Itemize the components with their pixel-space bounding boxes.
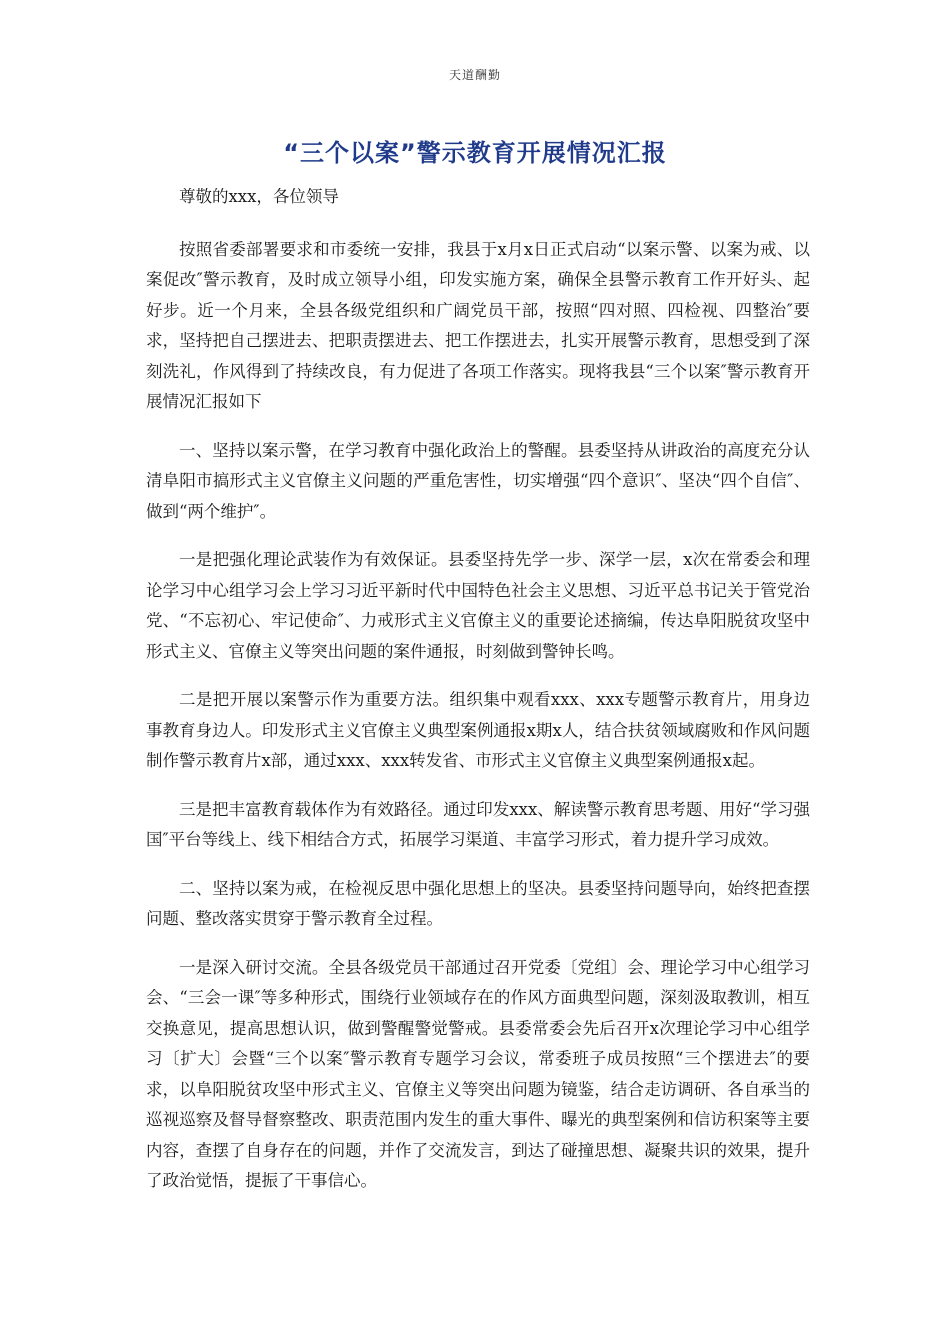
paragraph-section-1-item-1: 一是把强化理论武装作为有效保证。县委坚持先学一步、深学一层，x次在常委会和理论学习中心组学习会上学习习近平新时代中国特色社会主义思想、习近平总书记关于管党治党、“不忘初心、牢记使命″、力戒形式主义官僚主义的重要论述摘编，传达阜阳脱贫攻坚中形式主义、官僚主义等突出问题的案件通报，时刻做到警钟长鸣。 bbox=[146, 550, 810, 661]
paragraph-section-1: 一、坚持以案示警，在学习教育中强化政治上的警醒。县委坚持从讲政治的高度充分认清阜阳市搞形式主义官僚主义问题的严重危害性，切实增强“四个意识″、坚决“四个自信″、做到“两个维护″。 bbox=[146, 440, 810, 521]
paragraph-section-1-item-2: 二是把开展以案警示作为重要方法。组织集中观看xxx、xxx专题警示教育片，用身边事教育身边人。印发形式主义官僚主义典型案例通报x期x人，结合扶贫领域腐败和作风问题制作警示教育片x部，通过xxx、xxx转发省、市形式主义官僚主义典型案例通报x起。 bbox=[146, 690, 810, 770]
document-title: “三个以案”警示教育开展情况汇报 bbox=[283, 139, 667, 167]
page-header: 天道酬勤 bbox=[448, 68, 501, 82]
paragraph-intro: 按照省委部署要求和市委统一安排，我县于x月x日正式启动“以案示警、以案为戒、以案促改″警示教育，及时成立领导小组，印发实施方案，确保全县警示教育工作开好头、起好步。近一个月来，全县各级党组织和广阔党员干部，按照“四对照、四检视、四整治″要求，坚持把自己摆进去、把职责摆进去、把工作摆进去，扎实开展警示教育，思想受到了深刻洗礼，作风得到了持续改良，有力促进了各项工作落实。现将我县“三个以案″警示教育开展情况汇报如下 bbox=[146, 239, 810, 411]
paragraph-section-2-item-1: 一是深入研讨交流。全县各级党员干部通过召开党委〔党组〕会、理论学习中心组学习会、“三会一课″等多种形式，围绕行业领域存在的作风方面典型问题，深刻汲取教训，相互交换意见，提高思想认识，做到警醒警觉警戒。县委常委会先后召开x次理论学习中心组学习〔扩大〕会暨“三个以案″警示教育专题学习会议，常委班子成员按照“三个摆进去″的要求，以阜阳脱贫攻坚中形式主义、官僚主义等突出问题为镜鉴，结合走访调研、各自承当的巡视巡察及督导督察整改、职责范围内发生的重大事件、曝光的典型案例和信访积案等主要内容，查摆了自身存在的问题，并作了交流发言，到达了碰撞思想、凝聚共识的效果，提升了政治觉悟，提振了干事信心。 bbox=[146, 957, 810, 1190]
paragraph-section-2: 二、坚持以案为戒，在检视反思中强化思想上的坚决。县委坚持问题导向，始终把查摆问题、整改落实贯穿于警示教育全过程。 bbox=[146, 878, 810, 928]
paragraph-section-1-item-3: 三是把丰富教育载体作为有效路径。通过印发xxx、解读警示教育思考题、用好“学习强国″平台等线上、线下相结合方式，拓展学习渠道、丰富学习形式，着力提升学习成效。 bbox=[146, 799, 810, 849]
salutation: 尊敬的xxx，各位领导 bbox=[179, 187, 339, 206]
document-body bbox=[146, 182, 810, 1215]
